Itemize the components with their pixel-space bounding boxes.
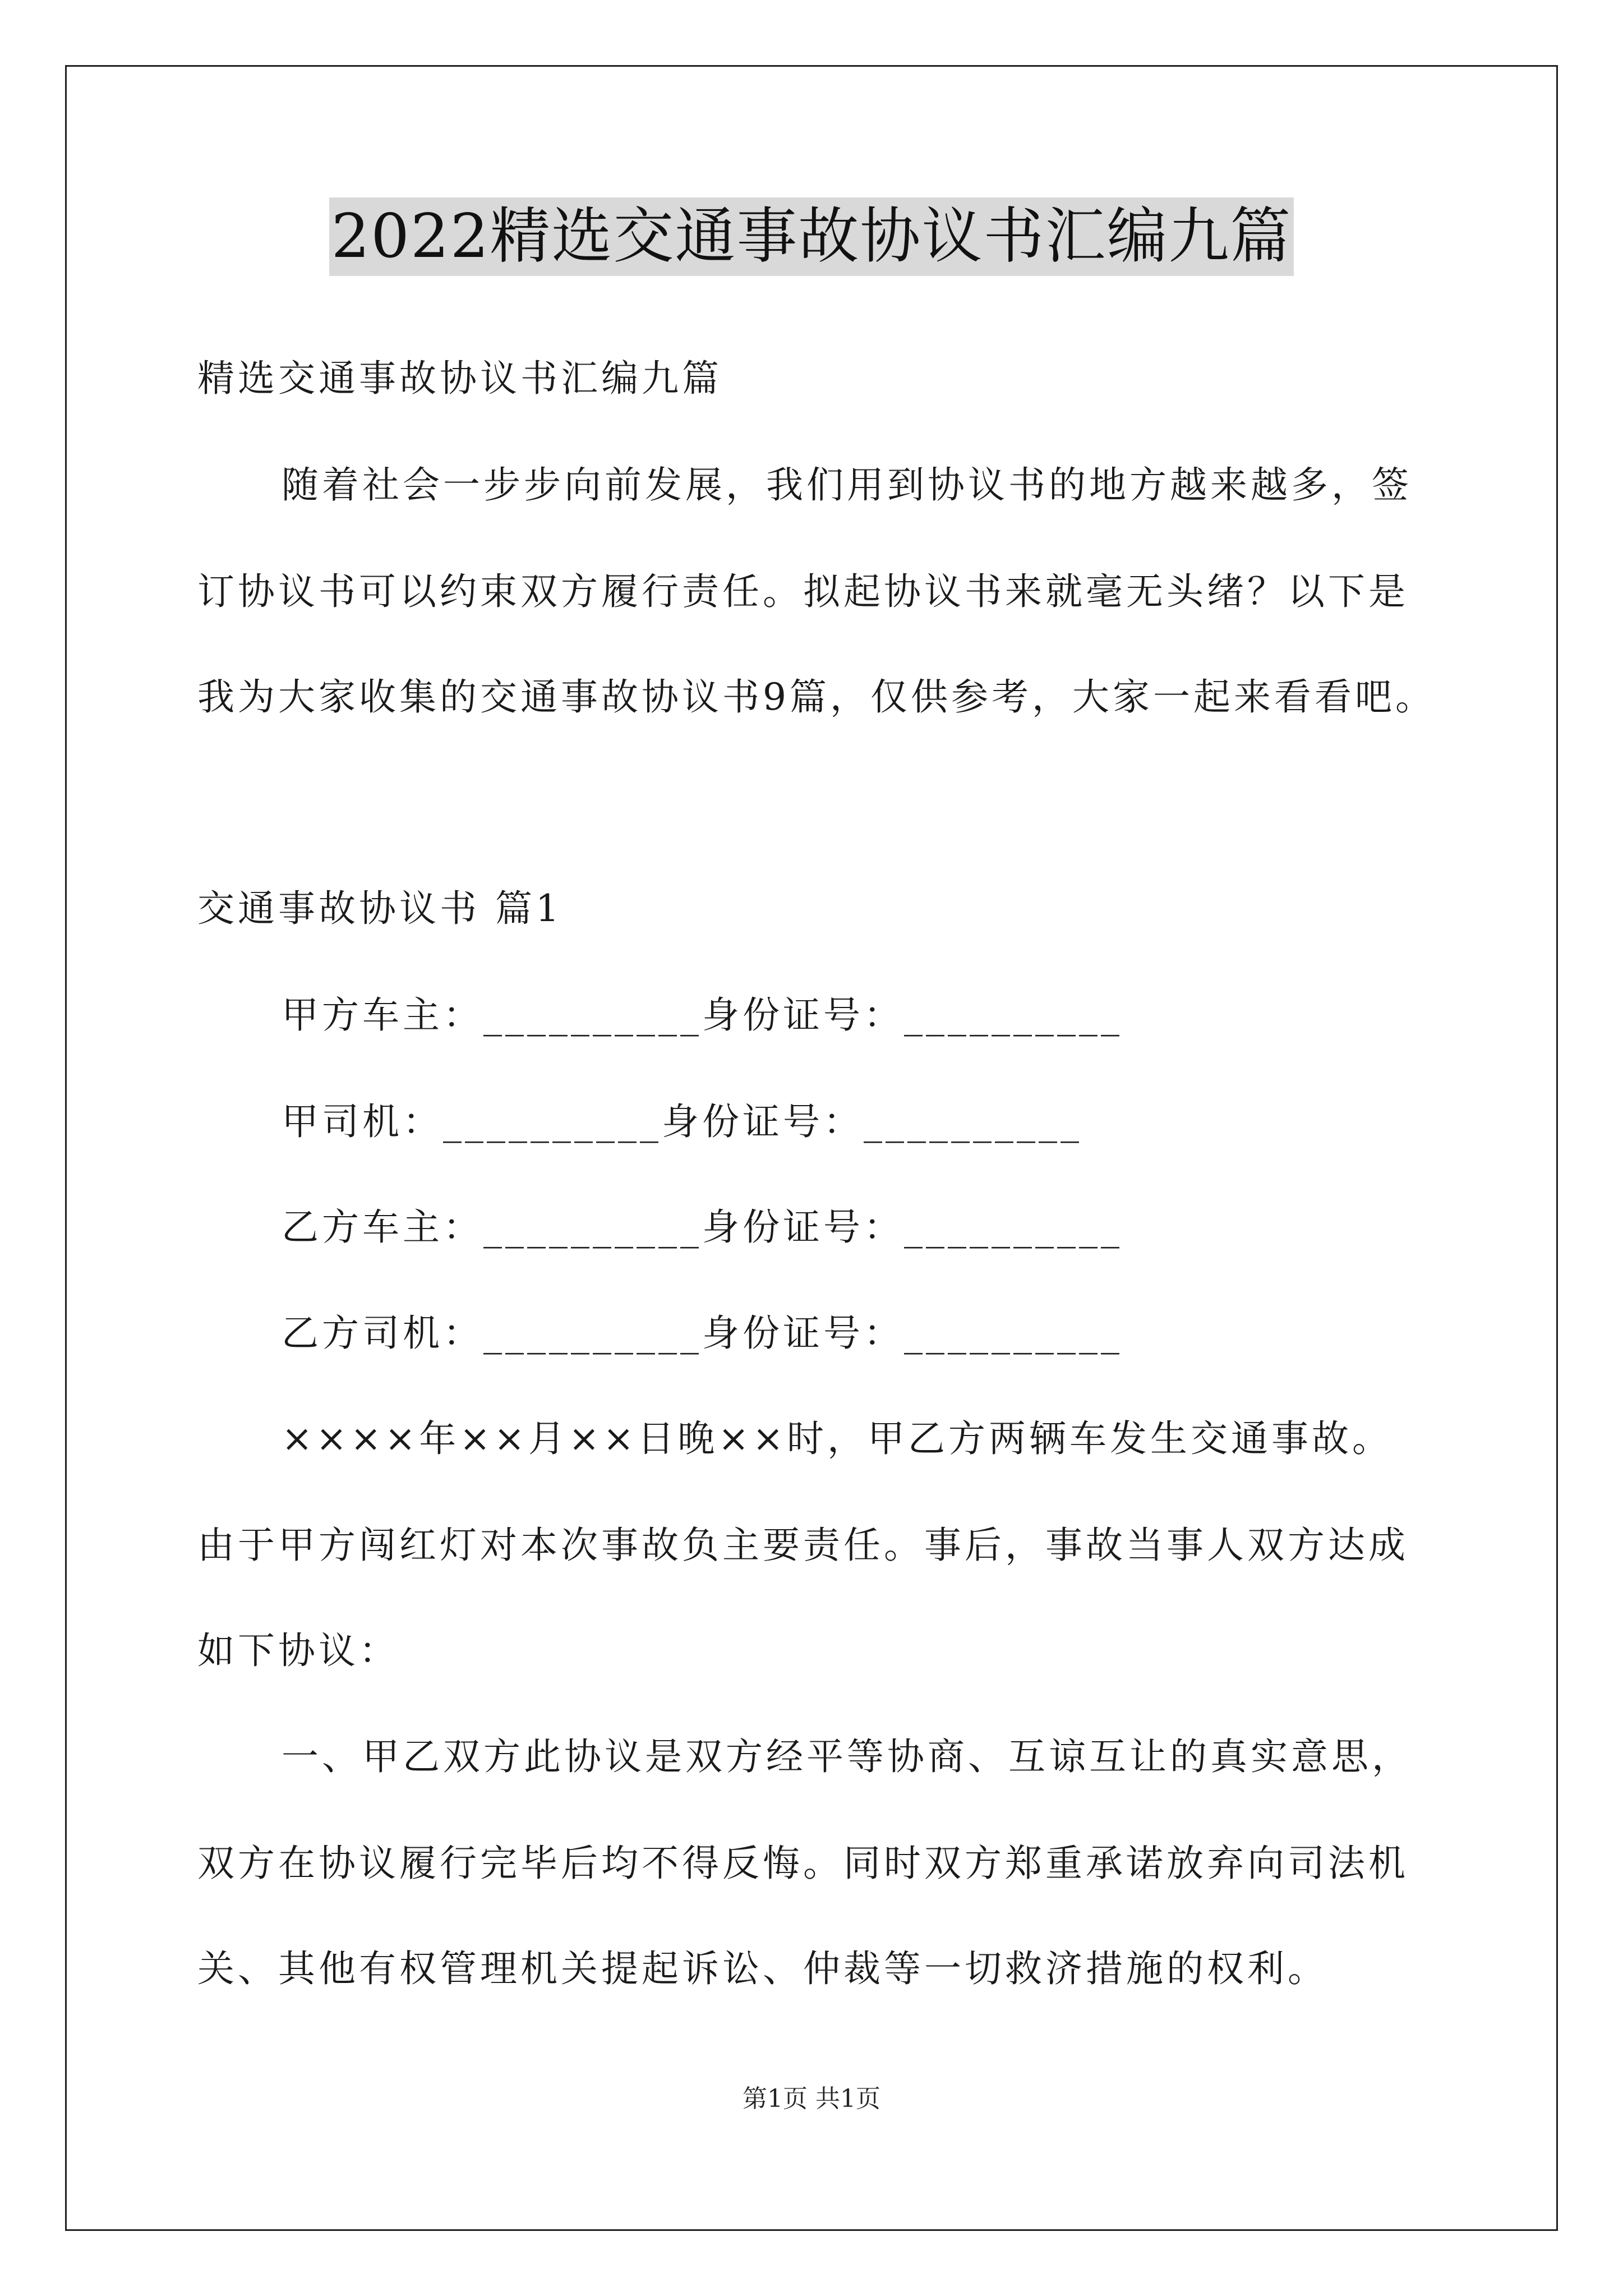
- party-line-4: 乙方司机：__________身份证号：__________: [282, 1312, 1123, 1355]
- party-line-3: 乙方车主：__________身份证号：__________: [282, 1205, 1123, 1249]
- intro-line-1: 随着社会一步步向前发展，我们用到协议书的地方越来越多，签: [282, 463, 1412, 507]
- accident-line-2: 由于甲方闯红灯对本次事故负主要责任。事后，事故当事人双方达成: [197, 1524, 1409, 1567]
- accident-line-1: ××××年××月××日晚××时，甲乙方两辆车发生交通事故。: [282, 1417, 1393, 1460]
- section-heading: 交通事故协议书 篇1: [197, 887, 562, 930]
- intro-line-3: 我为大家收集的交通事故协议书9篇，仅供参考，大家一起来看看吧。: [197, 675, 1436, 719]
- party-line-2: 甲司机：__________身份证号：__________: [282, 1100, 1082, 1143]
- title-container: [0, 197, 1623, 276]
- clause-one-line-1: 一、甲乙双方此协议是双方经平等协商、互谅互让的真实意思，: [282, 1735, 1412, 1778]
- page-footer: 第1页 共1页: [743, 2085, 880, 2113]
- intro-line-2: 订协议书可以约束双方履行责任。拟起协议书来就毫无头绪？以下是: [197, 570, 1409, 613]
- document-title: 2022精选交通事故协议书汇编九篇: [329, 197, 1294, 276]
- accident-line-3: 如下协议：: [197, 1629, 399, 1672]
- clause-one-line-2: 双方在协议履行完毕后均不得反悔。同时双方郑重承诺放弃向司法机: [197, 1842, 1409, 1885]
- document-subtitle: 精选交通事故协议书汇编九篇: [197, 357, 722, 400]
- clause-one-line-3: 关、其他有权管理机关提起诉讼、仲裁等一切救济措施的权利。: [197, 1947, 1328, 1990]
- party-line-1: 甲方车主：__________身份证号：__________: [282, 993, 1123, 1037]
